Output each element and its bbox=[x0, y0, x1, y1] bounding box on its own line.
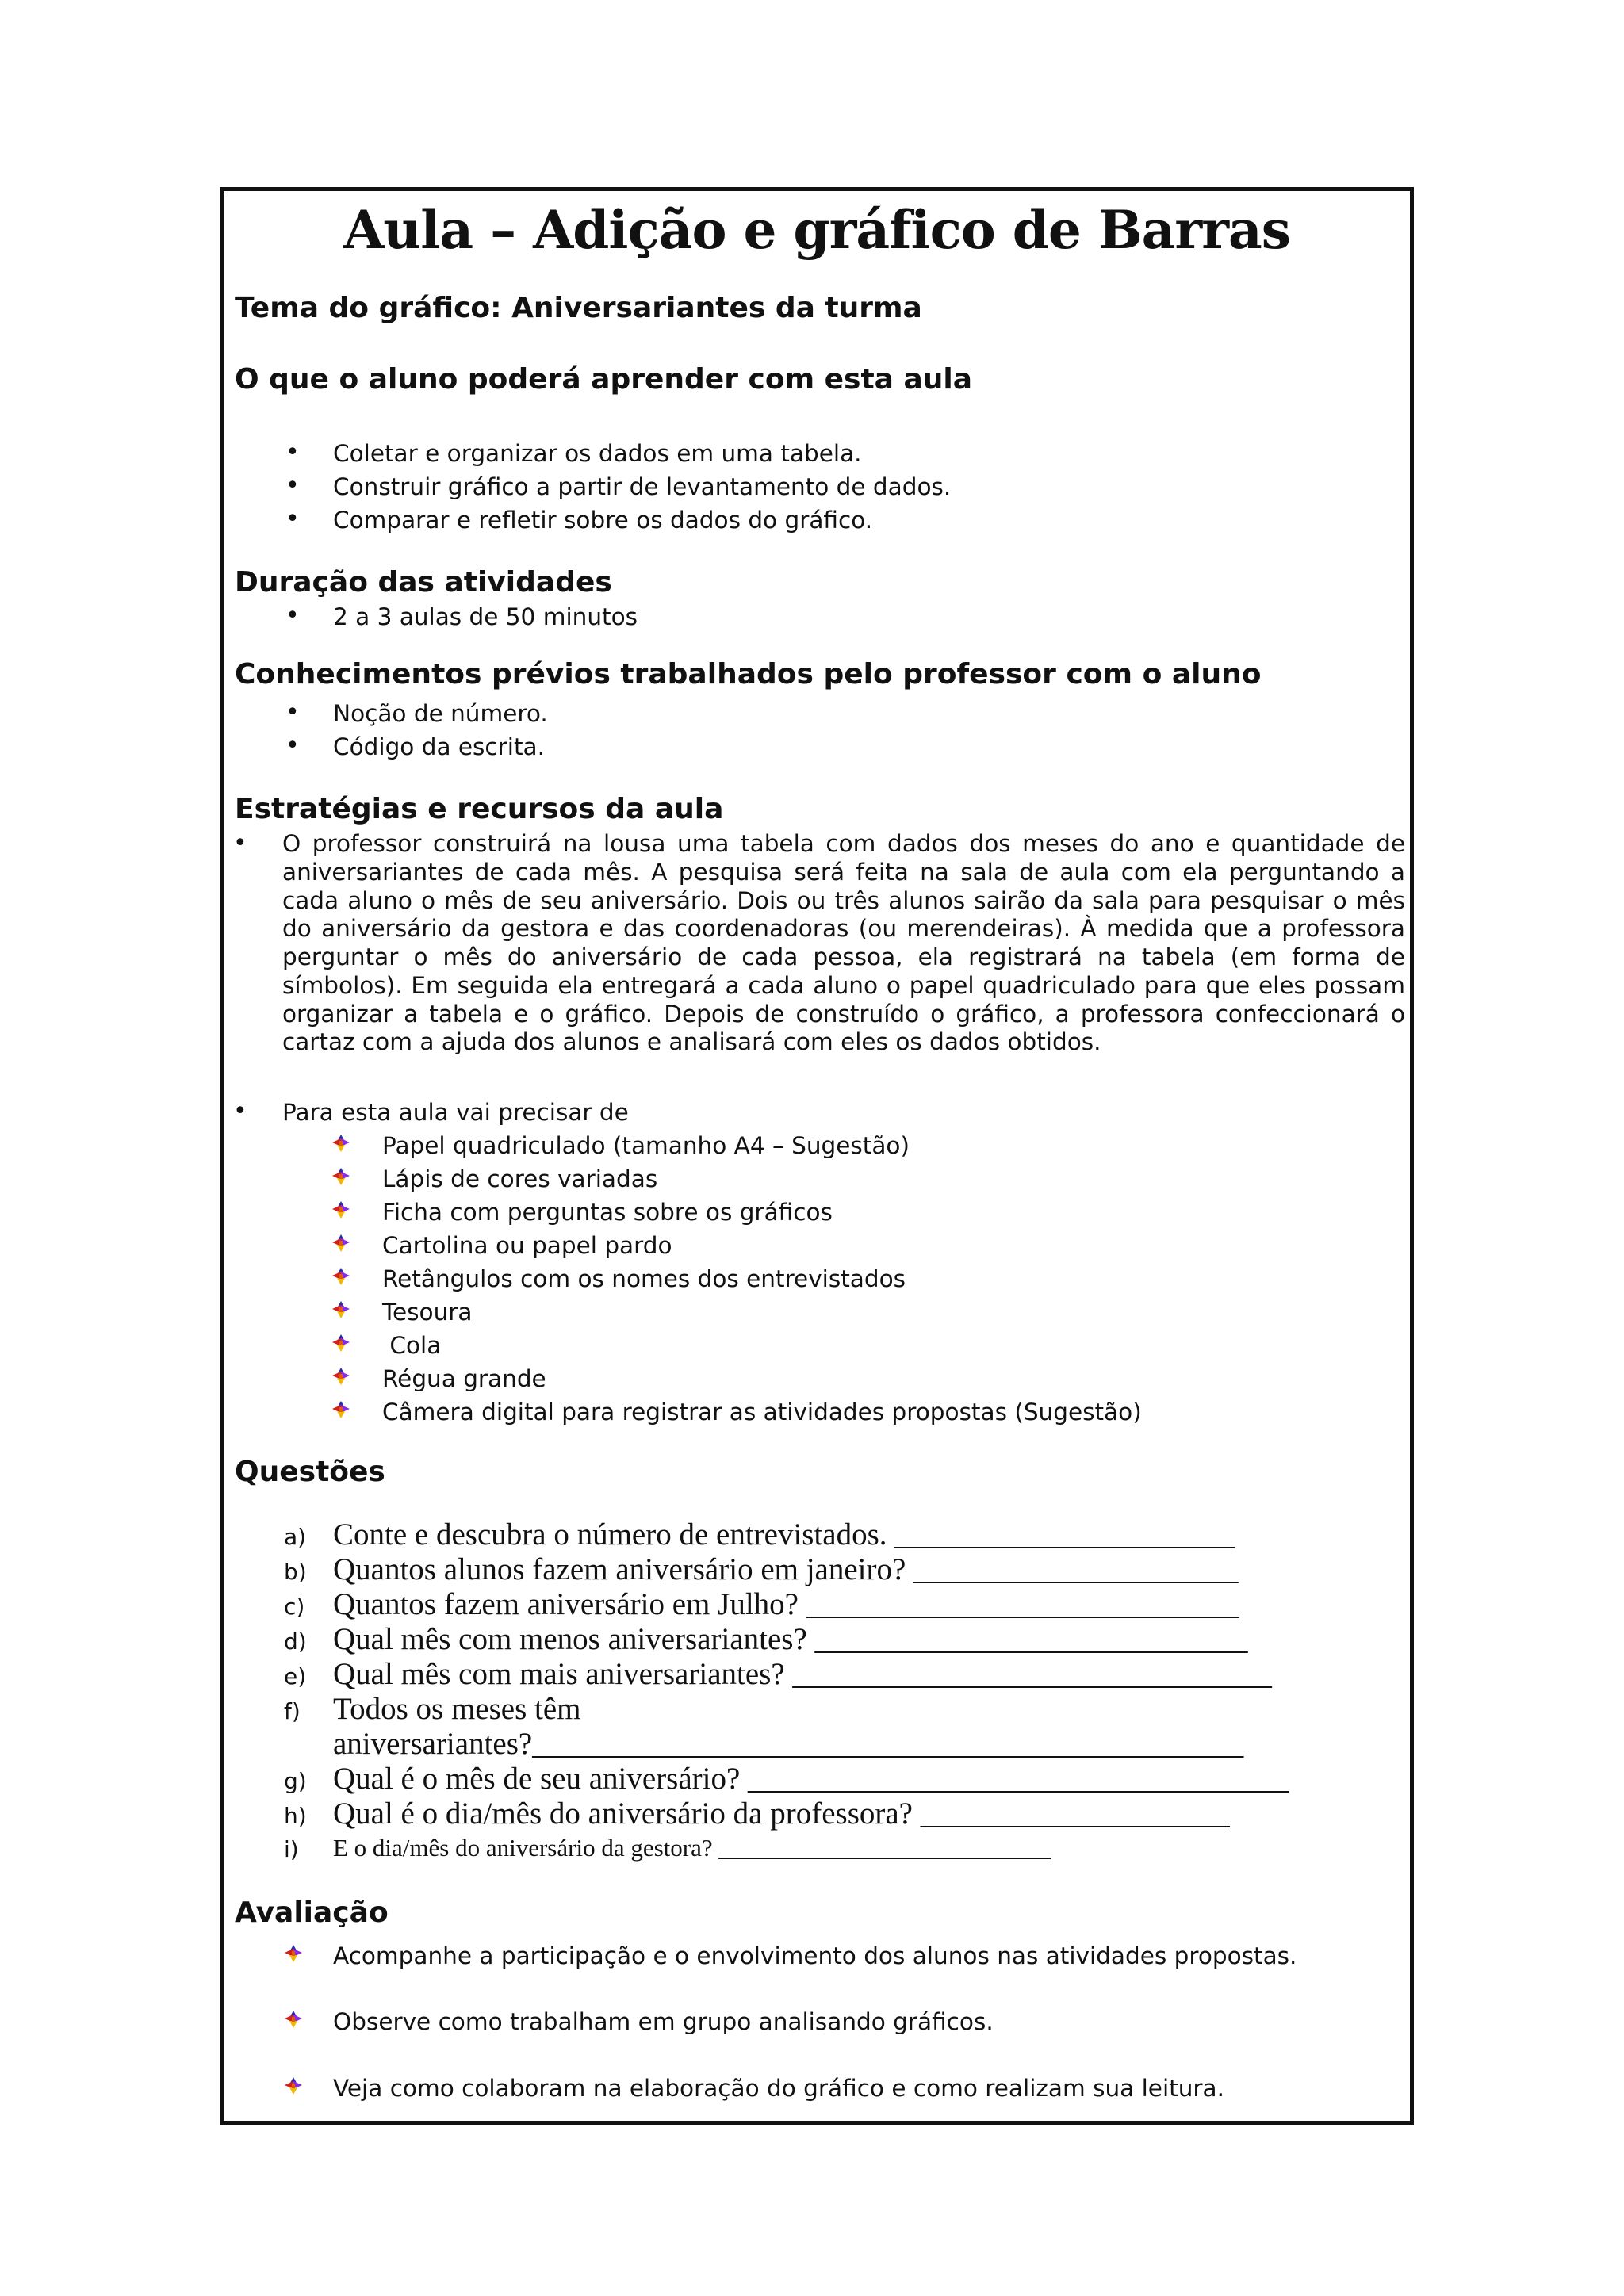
question-a: Conte e descubra o número de entrevistados. ______________________ bbox=[333, 1517, 1235, 1552]
strategies-line-4: do aniversário da gestora e das coordenadoras (ou merendeiras). À medida que a professora bbox=[282, 915, 1405, 942]
arrow-bullet-icon bbox=[331, 1334, 350, 1353]
question-letter: b) bbox=[284, 1559, 307, 1585]
bullet-dot: • bbox=[285, 505, 300, 533]
question-letter: c) bbox=[284, 1594, 305, 1620]
question-letter: i) bbox=[284, 1836, 299, 1862]
page-title: Aula – Adição e gráfico de Barras bbox=[343, 199, 1290, 261]
bullet-dot: • bbox=[285, 602, 300, 629]
bullet-dot: • bbox=[285, 472, 300, 499]
theme-heading: Tema do gráfico: Aniversariantes da turma bbox=[235, 292, 922, 324]
question-i: E o dia/mês do aniversário da gestora? ___________________________ bbox=[333, 1834, 1051, 1862]
strategies-line-6: símbolos). Em seguida ela entregará a cada aluno o papel quadriculado para que eles possam bbox=[282, 972, 1405, 999]
strategies-line-8: cartaz com a ajuda dos alunos e analisará com eles os dados obtidos. bbox=[282, 1028, 1101, 1055]
strategies-line-2: aniversariantes de cada mês. A pesquisa será feita na sala de aula com ela perguntando a bbox=[282, 859, 1405, 886]
material-item-5: Retângulos com os nomes dos entrevistados bbox=[382, 1265, 906, 1292]
arrow-bullet-icon bbox=[331, 1134, 350, 1153]
prior-item-1: Noção de número. bbox=[333, 700, 548, 727]
question-e: Qual mês com mais aniversariantes? _______________________________ bbox=[333, 1657, 1272, 1691]
question-b: Quantos alunos fazem aniversário em janeiro? _____________________ bbox=[333, 1552, 1239, 1586]
question-d: Qual mês com menos aniversariantes? ____________________________ bbox=[333, 1622, 1248, 1656]
learn-item-1: Coletar e organizar os dados em uma tabela. bbox=[333, 440, 862, 467]
question-c: Quantos fazem aniversário em Julho? ____________________________ bbox=[333, 1587, 1239, 1621]
arrow-bullet-icon bbox=[331, 1234, 350, 1253]
question-letter: d) bbox=[284, 1628, 307, 1655]
materials-intro: Para esta aula vai precisar de bbox=[282, 1099, 629, 1126]
question-letter: e) bbox=[284, 1663, 307, 1689]
strategies-line-3: cada aluno o mês de seu aniversário. Dois ou três alunos sairão da sala para pesquisar o mês bbox=[282, 887, 1405, 914]
bullet-dot: • bbox=[285, 732, 300, 760]
strategies-line-5: perguntar o mês do aniversário de cada pessoa, ela registrará na tabela (em forma de bbox=[282, 943, 1405, 970]
arrow-bullet-icon bbox=[331, 1400, 350, 1419]
material-item-9: Câmera digital para registrar as atividades propostas (Sugestão) bbox=[382, 1399, 1142, 1425]
material-item-7: Cola bbox=[382, 1332, 442, 1359]
prior-heading: Conhecimentos prévios trabalhados pelo professor com o aluno bbox=[235, 658, 1262, 691]
evaluation-item-1: Acompanhe a participação e o envolvimento dos alunos nas atividades propostas. bbox=[333, 1942, 1297, 1969]
evaluation-heading: Avaliação bbox=[235, 1896, 389, 1929]
material-item-4: Cartolina ou papel pardo bbox=[382, 1232, 672, 1259]
question-letter: g) bbox=[284, 1768, 307, 1794]
strategies-line-1: O professor construirá na lousa uma tabela com dados dos meses do ano e quantidade de bbox=[282, 830, 1405, 857]
arrow-bullet-icon bbox=[331, 1167, 350, 1186]
arrow-bullet-icon bbox=[331, 1200, 350, 1219]
bullet-dot: • bbox=[233, 1097, 247, 1125]
duration-heading: Duração das atividades bbox=[235, 566, 612, 599]
question-letter: h) bbox=[284, 1803, 307, 1829]
question-f-continued: aniversariantes?______________________________________________ bbox=[333, 1727, 1244, 1761]
question-letter: f) bbox=[284, 1698, 301, 1724]
strategies-line-7: organizar a tabela e o gráfico. Depois de construído o gráfico, a professora confeccionará o bbox=[282, 1001, 1405, 1027]
learn-item-3: Comparar e refletir sobre os dados do gráfico. bbox=[333, 507, 873, 534]
duration-item-1: 2 a 3 aulas de 50 minutos bbox=[333, 603, 638, 630]
arrow-bullet-icon bbox=[284, 1944, 303, 1963]
material-item-2: Lápis de cores variadas bbox=[382, 1165, 658, 1192]
prior-item-2: Código da escrita. bbox=[333, 733, 545, 760]
learn-heading: O que o aluno poderá aprender com esta aula bbox=[235, 363, 973, 396]
material-item-1: Papel quadriculado (tamanho A4 – Sugestão) bbox=[382, 1132, 910, 1159]
evaluation-item-3: Veja como colaboram na elaboração do gráfico e como realizam sua leitura. bbox=[333, 2075, 1224, 2102]
bullet-dot: • bbox=[285, 438, 300, 466]
question-h: Qual é o dia/mês do aniversário da professora? ____________________ bbox=[333, 1797, 1230, 1831]
bullet-dot: • bbox=[233, 829, 247, 857]
questions-heading: Questões bbox=[235, 1456, 385, 1488]
evaluation-item-2: Observe como trabalham em grupo analisando gráficos. bbox=[333, 2008, 994, 2035]
arrow-bullet-icon bbox=[284, 2076, 303, 2095]
material-item-6: Tesoura bbox=[382, 1299, 473, 1326]
strategies-heading: Estratégias e recursos da aula bbox=[235, 793, 724, 825]
question-g: Qual é o mês de seu aniversário? ___________________________________ bbox=[333, 1762, 1289, 1796]
question-f: Todos os meses têm bbox=[333, 1692, 581, 1726]
material-item-8: Régua grande bbox=[382, 1365, 546, 1392]
arrow-bullet-icon bbox=[331, 1267, 350, 1286]
arrow-bullet-icon bbox=[331, 1367, 350, 1386]
arrow-bullet-icon bbox=[331, 1300, 350, 1319]
material-item-3: Ficha com perguntas sobre os gráficos bbox=[382, 1199, 833, 1226]
learn-item-2: Construir gráfico a partir de levantamento de dados. bbox=[333, 473, 952, 500]
bullet-dot: • bbox=[285, 698, 300, 726]
arrow-bullet-icon bbox=[284, 2010, 303, 2029]
question-letter: a) bbox=[284, 1524, 307, 1550]
